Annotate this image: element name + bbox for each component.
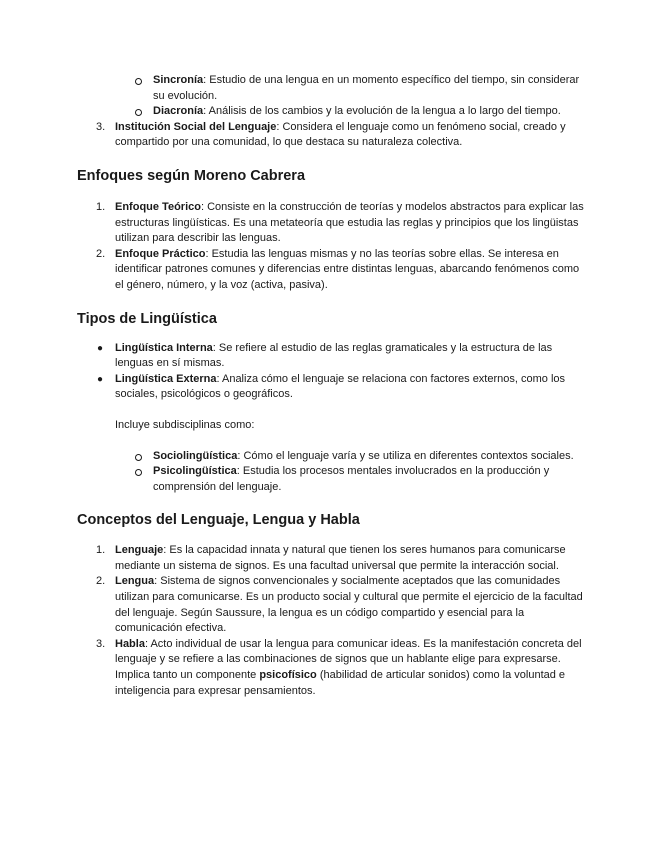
- sub-list-sincronia-diacronia: [77, 73, 585, 120]
- bullet-icon: ●: [97, 373, 104, 385]
- numbered-list: [77, 543, 585, 699]
- tipos-list: [77, 341, 585, 496]
- list-item: Diacronía: Análisis de los cambios y la evolución de la lengua a lo largo del tiempo.: [77, 104, 585, 120]
- list-item: 3. Habla: Acto individual de usar la lengua para comunicar ideas. Es la manifestación concreta del lenguaje y se refiere a las combinaciones de signos que un hablante elige para expresarse. Implica tanto un componente psicofísico (habilidad de articular sonidos) como la voluntad e inteligencia para expresar pensamientos.: [96, 637, 582, 697]
- list-item: 2. Lengua: Sistema de signos convencionales y socialmente aceptados que las comunidades utilizan para comunicarse. Es un producto social y cultural que permite el ejercicio de la facultad del lenguaje. Según Saussure, la lengua es un código compartido y esencial para la comunicación efectiva.: [96, 575, 583, 635]
- circle-bullet-icon: [135, 469, 142, 476]
- bullet-icon: ●: [97, 342, 104, 354]
- numbered-list: [77, 120, 585, 151]
- enfoques-list: [77, 200, 585, 294]
- list-item: 1. Lenguaje: Es la capacidad innata y natural que tienen los seres humanos para comunicarse mediante un sistema de signos. Es una facultad universal que permite la interacción social.: [96, 544, 566, 572]
- list-item: Sincronía: Estudio de una lengua en un momento específico del tiempo, sin considerar su evolución.: [77, 73, 585, 104]
- conceptos-list: [77, 543, 585, 699]
- top-list: [77, 0, 585, 151]
- list-item: 2. Enfoque Práctico: Estudia las lenguas mismas y no las teorías sobre ellas. Se interesa en identificar patrones comunes y diferencias entre distintas lenguas, abarcando fenómenos como el género, número, y la voz (activa, pasiva).: [96, 247, 580, 291]
- section-heading-tipos: Tipos de Lingüística: [77, 310, 217, 327]
- circle-bullet-icon: [135, 78, 142, 85]
- list-item: ● Lingüística Externa: Analiza cómo el lenguaje se relaciona con factores externos, como los sociales, psicológicos o geográficos.: [97, 372, 566, 401]
- list-item: 3. Institución Social del Lenguaje: Considera el lenguaje como un fenómeno social, creado y compartido por una comunidad, lo que destaca su naturaleza colectiva.: [96, 120, 566, 149]
- list-item: Psicolingüística: Estudia los procesos mentales involucrados en la producción y comprensión del lenguaje.: [77, 464, 585, 495]
- section-heading-enfoques: Enfoques según Moreno Cabrera: [77, 167, 306, 184]
- list-item: ● Lingüística Interna: Se refiere al estudio de las reglas gramaticales y la estructura de las lenguas en sí mismas.: [97, 341, 553, 370]
- includes-text: Incluye subdisciplinas como:: [115, 418, 255, 431]
- circle-bullet-icon: [135, 454, 142, 461]
- numbered-list: [77, 200, 585, 294]
- bullet-list: [77, 341, 585, 403]
- list-item: 1. Enfoque Teórico: Consiste en la construcción de teorías y modelos abstractos para explicar las estructuras lingüísticas. Es una metateoría que estudia las reglas y principios que los lingüistas utilizan para describir las lenguas.: [96, 200, 584, 245]
- list-item: Sociolingüística: Cómo el lenguaje varía y se utiliza en diferentes contextos sociales.: [77, 449, 585, 465]
- section-heading-conceptos: Conceptos del Lenguaje, Lengua y Habla: [77, 512, 360, 529]
- circle-bullet-icon: [135, 109, 142, 116]
- sub-list-disciplines: [77, 449, 585, 496]
